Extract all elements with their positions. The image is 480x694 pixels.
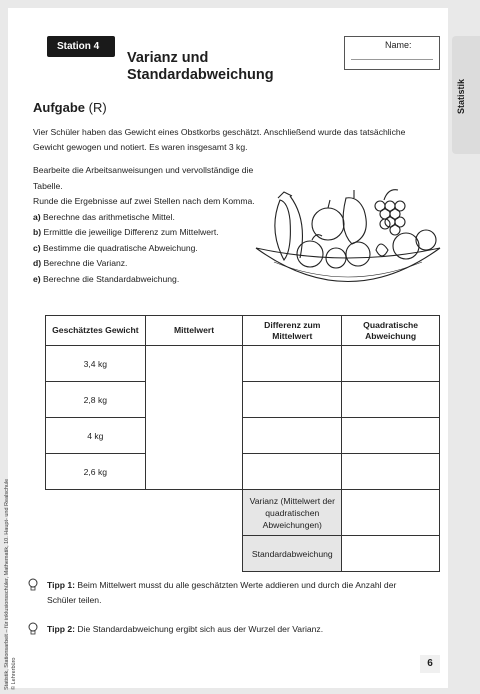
instructions [33, 163, 273, 287]
estimate-cell: 3,4 kg [46, 346, 146, 382]
step-d: d) Berechne die Varianz. [33, 258, 128, 268]
instruction-2: Runde die Ergebnisse auf zwei Stellen nach dem Komma. [33, 196, 255, 206]
page-title [127, 50, 327, 84]
difference-cell[interactable] [243, 454, 342, 490]
step-b: b) Ermittle die jeweilige Differenz zum Mittelwert. [33, 227, 219, 237]
task-heading [33, 100, 107, 115]
tip-2-text: Die Standardabweichung ergibt sich aus der Wurzel der Varianz. [77, 624, 324, 634]
name-label: Name: [385, 40, 412, 50]
header-mean: Mittelwert [145, 316, 243, 346]
header-difference: Differenz zum Mittelwert [243, 316, 342, 346]
variance-cell[interactable] [342, 490, 440, 536]
tip-2 [47, 622, 437, 637]
intro-line-2: Gewicht gewogen und notiert. Es waren insgesamt 3 kg. [33, 142, 248, 152]
squared-cell[interactable] [342, 454, 440, 490]
step-a: a) Berechne das arithmetische Mittel. [33, 211, 175, 222]
table-row [46, 382, 440, 418]
difference-cell[interactable] [243, 418, 342, 454]
lightbulb-icon [27, 578, 39, 592]
squared-cell[interactable] [342, 346, 440, 382]
estimate-cell: 4 kg [46, 418, 146, 454]
tip-1-label: Tipp 1: [47, 580, 76, 590]
tip-1 [47, 578, 437, 608]
difference-cell[interactable] [243, 346, 342, 382]
difference-cell[interactable] [243, 382, 342, 418]
step-c: c) Bestimme die quadratische Abweichung. [33, 242, 198, 253]
lightbulb-icon [27, 622, 39, 636]
variance-row [46, 490, 440, 536]
estimate-cell: 2,6 kg [46, 454, 146, 490]
copyright-line-2: © Lehrerbüro [11, 657, 17, 690]
page-number: 6 [420, 655, 440, 673]
header-squared: Quadratische Abweichung [342, 316, 440, 346]
squared-cell[interactable] [342, 382, 440, 418]
fruit-basket-illustration [248, 180, 448, 305]
name-line [351, 59, 433, 60]
stddev-label: Standardabweichung [243, 536, 342, 572]
table-row [46, 346, 440, 382]
statistics-table [45, 315, 440, 572]
stddev-row [46, 536, 440, 572]
table-header-row [46, 316, 440, 346]
squared-cell[interactable] [342, 418, 440, 454]
header-estimate: Geschätztes Gewicht [46, 316, 146, 346]
tip-1-text-cont: Schüler teilen. [47, 595, 102, 605]
title-line-2: Standardabweichung [127, 67, 274, 83]
name-field[interactable] [344, 36, 440, 70]
task-intro [33, 125, 443, 155]
task-level: (R) [88, 100, 107, 115]
variance-label: Varianz (Mittelwert der quadratischen Abweichungen) [243, 490, 342, 536]
tip-2-label: Tipp 2: [47, 624, 76, 634]
table-row [46, 454, 440, 490]
section-tab-label: Statistik [456, 78, 466, 114]
section-tab [452, 36, 480, 154]
table-row [46, 418, 440, 454]
step-e: e) Berechne die Standardabweichung. [33, 273, 180, 284]
copyright-line-1: Statistik, Stationsarbeit – für inklusionsschüler, Mathematik, 10. Haupt- und Realschule [4, 478, 10, 690]
copyright-sidebar [4, 479, 18, 690]
stddev-cell[interactable] [342, 536, 440, 572]
intro-line-1: Vier Schüler haben das Gewicht eines Obstkorbs geschätzt. Anschließend wurde das tatsächliche [33, 127, 406, 137]
mean-cell[interactable] [145, 346, 243, 490]
title-line-1: Varianz und [127, 50, 209, 66]
station-badge: Station 4 [47, 36, 115, 57]
estimate-cell: 2,8 kg [46, 382, 146, 418]
tip-1-text: Beim Mittelwert musst du alle geschätzten Werte addieren und durch die Anzahl der [77, 580, 397, 590]
task-heading-label: Aufgabe [33, 100, 85, 115]
instruction-1: Bearbeite die Arbeitsanweisungen und vervollständige die Tabelle. [33, 165, 254, 191]
